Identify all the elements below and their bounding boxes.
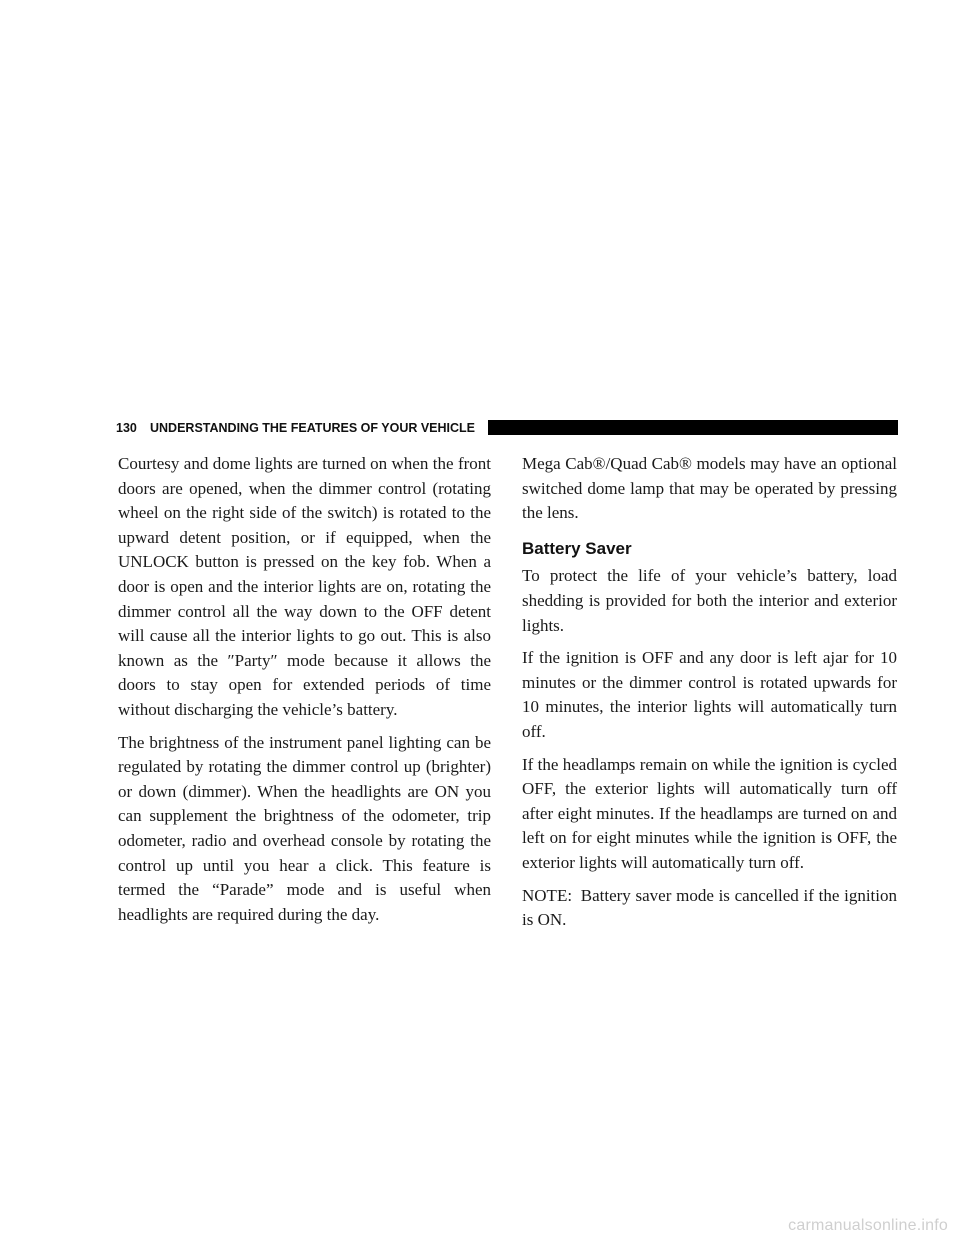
dome-lamp-paragraph: Mega Cab®/Quad Cab® models may have an optional switched dome lamp that may be operated by pressing the lens. [522,454,897,523]
left-column [118,452,491,935]
watermark: carmanualsonline.info [788,1217,948,1234]
battery-saver-heading: Battery Saver [522,538,632,558]
courtesy-lights-paragraph: Courtesy and dome lights are turned on when the front doors are opened, when the dimmer control (rotating wheel on the right side of the switch) is rotated to the upward detent position, or if equipped, when the UNLOCK button is pressed on the key fob. When a door is open and the interior lights are on, rotating the dimmer control all the way down to the OFF detent will cause all the interior lights to go out. This is also known as the ″Party″ mode because it allows the doors to stay open for extended periods of time without discharging the vehicle’s battery. [118,454,491,719]
note-text: Battery saver mode is cancelled if the ignition is ON. [522,885,898,930]
page-number: 130 [116,421,137,435]
battery-saver-paragraph-3: If the headlamps remain on while the ignition is cycled OFF, the exterior lights will automatically turn off after eight minutes. If the headlamps are turned on and left on for eight minutes while the ignition is OFF, the exterior lights will automatically turn off. [522,754,897,872]
battery-saver-paragraph-2: If the ignition is OFF and any door is left ajar for 10 minutes or the dimmer control is rotated upwards for 10 minutes, the interior lights will automatically turn off. [522,648,897,741]
section-title: UNDERSTANDING THE FEATURES OF YOUR VEHICLE [150,421,476,435]
page-header [116,418,898,440]
battery-saver-paragraph-1: To protect the life of your vehicle’s battery, load shedding is provided for both the interior and exterior lights. [522,566,897,635]
dimmer-paragraph: The brightness of the instrument panel lighting can be regulated by rotating the dimmer control up (brighter) or down (dimmer). When the headlights are ON you can supplement the brightness of the odometer, trip odometer, radio and overhead console by rotating the control up until you hear a click. This feature is termed the “Parade” mode and is useful when headlights are required during the day. [118,732,491,924]
note-label: NOTE: [522,885,573,905]
note-paragraph [522,884,897,933]
right-column [522,452,897,941]
header-rule-bar [488,420,898,435]
